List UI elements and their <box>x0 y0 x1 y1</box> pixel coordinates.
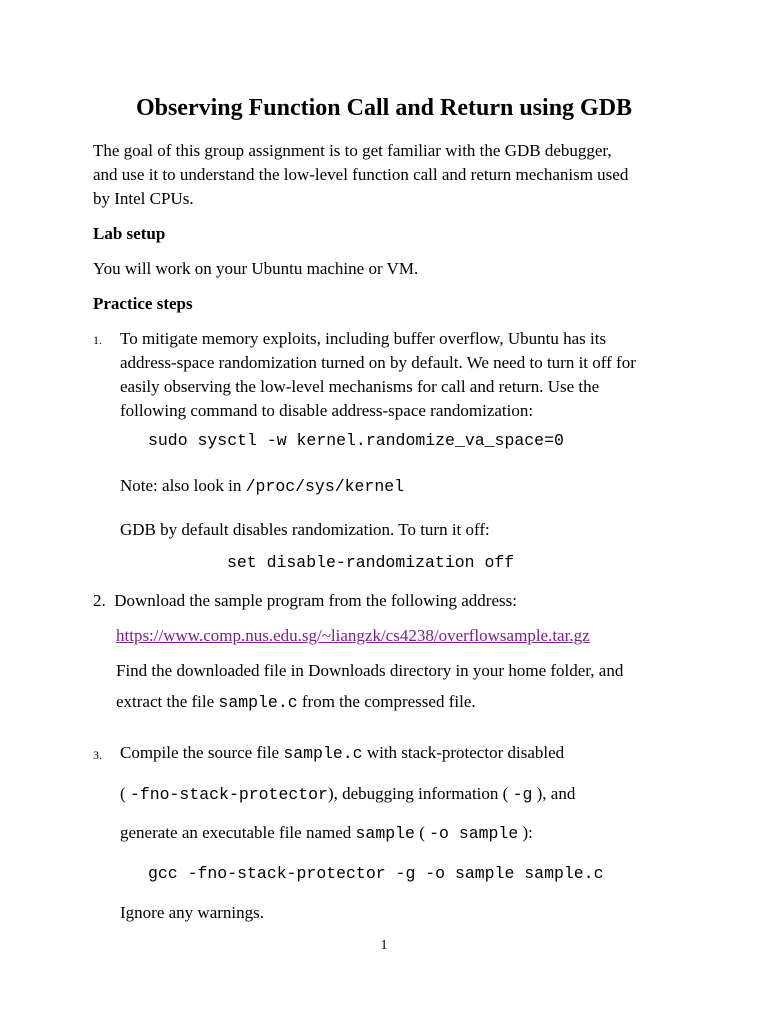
extract-prefix: extract the file <box>116 692 219 711</box>
sample-c-filename: sample.c <box>218 693 298 712</box>
flags-mid: ), debugging information ( <box>327 784 513 803</box>
proc-sys-kernel-path: /proc/sys/kernel <box>245 477 405 496</box>
step-3-line-1 <box>120 741 564 766</box>
document-title: Observing Function Call and Return using GDB <box>135 95 633 121</box>
sample-download-link[interactable]: https://www.comp.nus.edu.sg/~liangzk/cs4238/overflowsample.tar.gz <box>116 626 590 645</box>
no-stack-protector-flag: -fno-stack-protector <box>129 785 328 804</box>
step-1-line-1: To mitigate memory exploits, including buffer overflow, Ubuntu has its <box>120 329 607 348</box>
step-1-line-4: following command to disable address-space randomization: <box>120 401 534 420</box>
executable-prefix: generate an executable file named <box>120 823 356 842</box>
gdb-randomization-text: GDB by default disables randomization. To turn it off: <box>120 520 490 539</box>
step-1-note <box>120 474 404 499</box>
step-1-line-2: address-space randomization turned on by default. We need to turn it off for <box>120 353 636 372</box>
page-number: 1 <box>380 938 388 953</box>
practice-steps-heading: Practice steps <box>93 294 193 313</box>
step-2-find-line: Find the downloaded file in Downloads directory in your home folder, and <box>116 661 624 680</box>
lab-setup-text: You will work on your Ubuntu machine or VM. <box>93 259 419 278</box>
intro-line-3: by Intel CPUs. <box>93 189 194 208</box>
debug-flag: -g <box>512 785 533 804</box>
compile-prefix: Compile the source file <box>120 743 284 762</box>
output-flag: -o sample <box>429 824 519 843</box>
ignore-warnings-text: Ignore any warnings. <box>120 903 264 922</box>
executable-name: sample <box>355 824 415 843</box>
step-2-line <box>93 589 517 613</box>
compile-source-filename: sample.c <box>283 744 363 763</box>
flags-end: ), and <box>532 784 576 803</box>
lab-setup-heading: Lab setup <box>93 224 166 243</box>
note-prefix: Note: also look in <box>120 476 246 495</box>
step-3-line-3 <box>120 821 533 846</box>
output-end: ): <box>518 823 533 842</box>
randomize-command: sudo sysctl -w kernel.randomize_va_space=0 <box>148 431 564 450</box>
step-3-line-2 <box>120 782 575 807</box>
output-open: ( <box>414 823 430 842</box>
gcc-compile-command: gcc -fno-stack-protector -g -o sample sample.c <box>148 864 604 883</box>
intro-line-1: The goal of this group assignment is to get familiar with the GDB debugger, <box>93 141 612 160</box>
extract-suffix: from the compressed file. <box>297 692 476 711</box>
step-3-number: 3. <box>93 748 102 762</box>
step-2-number: 2. <box>93 591 106 610</box>
flags-open: ( <box>120 784 130 803</box>
intro-line-2: and use it to understand the low-level function call and return mechanism used <box>93 165 629 184</box>
step-1-line-3: easily observing the low-level mechanisms for call and return. Use the <box>120 377 600 396</box>
step-2-text: Download the sample program from the following address: <box>114 591 517 610</box>
gdb-randomization-command: set disable-randomization off <box>227 553 515 572</box>
compile-suffix: with stack-protector disabled <box>362 743 565 762</box>
step-1-number: 1. <box>93 333 102 347</box>
step-2-extract-line <box>116 690 476 715</box>
